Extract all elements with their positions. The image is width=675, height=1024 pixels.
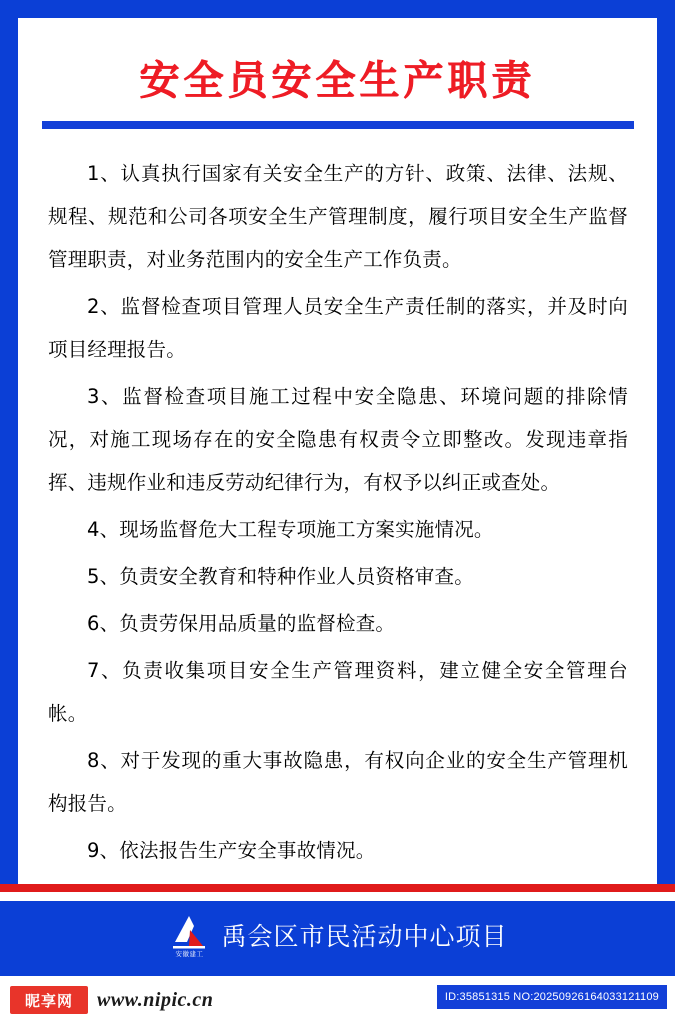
list-item: 5、负责安全教育和特种作业人员资格审查。	[87, 565, 474, 588]
list-item: 1、认真执行国家有关安全生产的方针、政策、法律、法规、规程、规范和公司各项安全生产管理制度，履行项目安全生产监督管理职责，对业务范围内的安全生产工作负责。	[48, 162, 628, 271]
title-divider	[42, 121, 634, 129]
watermark-id-badge: ID:35851315 NO:20250926164033121109	[437, 985, 667, 1009]
watermark-url: www.nipic.cn	[97, 988, 214, 1011]
page-title	[18, 55, 657, 107]
page-title-text: 安全员安全生产职责	[139, 58, 536, 104]
list-item: 6、负责劳保用品质量的监督检查。	[87, 612, 396, 635]
list-item: 8、对于发现的重大事故隐患，有权向企业的安全生产管理机构报告。	[48, 749, 628, 815]
list-item: 4、现场监督危大工程专项施工方案实施情况。	[87, 518, 494, 541]
list-item: 7、负责收集项目安全生产管理资料，建立健全安全管理台帐。	[48, 659, 628, 725]
watermark-logo: 昵享网	[10, 986, 88, 1014]
list-item: 9、依法报告生产安全事故情况。	[87, 839, 376, 862]
footer-company-row	[0, 906, 675, 964]
footer-white-stripe	[0, 892, 675, 901]
list-item: 2、监督检查项目管理人员安全生产责任制的落实，并及时向项目经理报告。	[48, 295, 628, 361]
project-name: 禹会区市民活动中心项目	[221, 922, 508, 951]
list-item: 3、监督检查项目施工过程中安全隐患、环境问题的排除情况，对施工现场存在的安全隐患有权责令立即整改。发现违章指挥、违规作业和违反劳动纪律行为，有权予以纠正或查处。	[48, 385, 628, 494]
company-logo-icon	[167, 912, 211, 958]
footer-red-stripe	[0, 884, 675, 892]
company-logo-caption: 安徽建工	[175, 950, 204, 958]
responsibility-list	[48, 152, 628, 876]
watermark-bar	[0, 976, 675, 1024]
